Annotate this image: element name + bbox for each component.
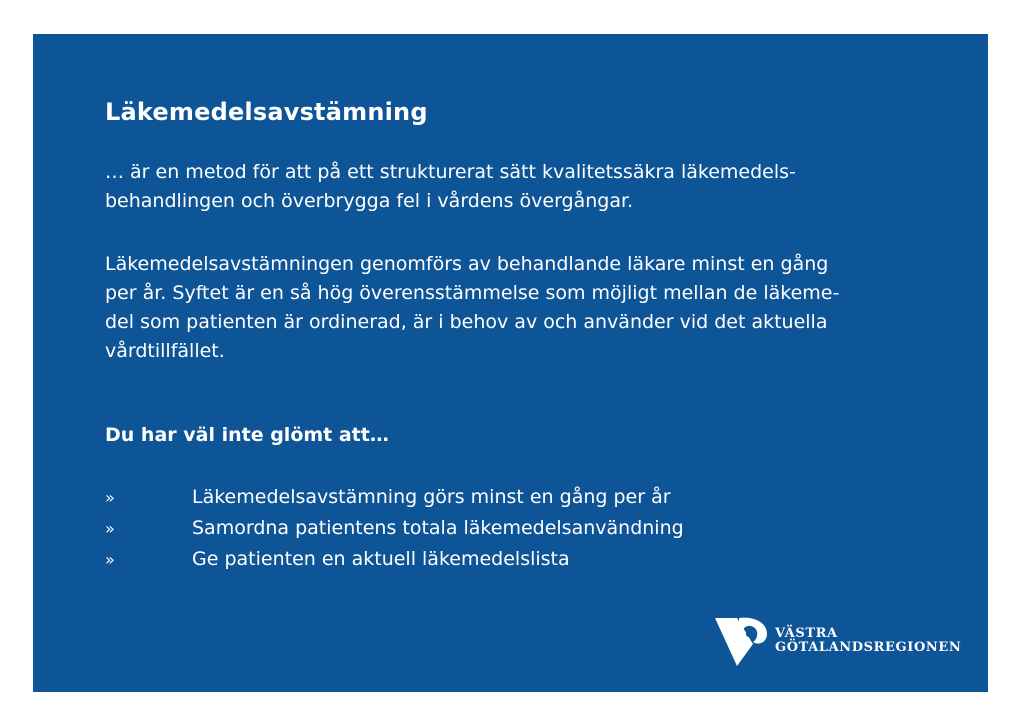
body-line: per år. Syftet är en så hög överensstämmelse som möjligt mellan de läkeme- (105, 282, 840, 304)
bullet-icon: » (105, 550, 115, 569)
logo-wordmark (775, 627, 961, 655)
intro-line: … är en metod för att på ett strukturerat sätt kvalitetssäkra läkemedels- (105, 161, 796, 183)
reminder-list (105, 482, 684, 575)
body-line: vårdtillfället. (105, 340, 225, 362)
bullet-icon: » (105, 519, 115, 538)
vgr-logo (713, 614, 961, 668)
body-line: Läkemedelsavstämningen genomförs av behandlande läkare minst en gång (105, 253, 829, 275)
logo-line-2: GÖTALANDSREGIONEN (775, 640, 962, 655)
list-item (105, 513, 684, 544)
card-title: Läkemedelsavstämning (105, 98, 428, 126)
logo-line-1: VÄSTRA (775, 626, 838, 641)
body-paragraph (105, 250, 935, 366)
info-card (33, 34, 988, 692)
list-item-text: Samordna patientens totala läkemedelsanvändning (192, 517, 684, 539)
list-item-text: Läkemedelsavstämning görs minst en gång per år (192, 486, 671, 508)
intro-line: behandlingen och överbrygga fel i vårdens övergångar. (105, 190, 634, 212)
bullet-icon: » (105, 488, 115, 507)
list-item-text: Ge patienten en aktuell läkemedelslista (192, 548, 570, 570)
intro-paragraph (105, 158, 935, 216)
list-item (105, 482, 684, 513)
reminder-heading: Du har väl inte glömt att… (105, 424, 389, 446)
list-item (105, 544, 684, 575)
body-line: del som patienten är ordinerad, är i behov av och använder vid det aktuella (105, 311, 828, 333)
vgr-emblem-icon (713, 614, 769, 668)
